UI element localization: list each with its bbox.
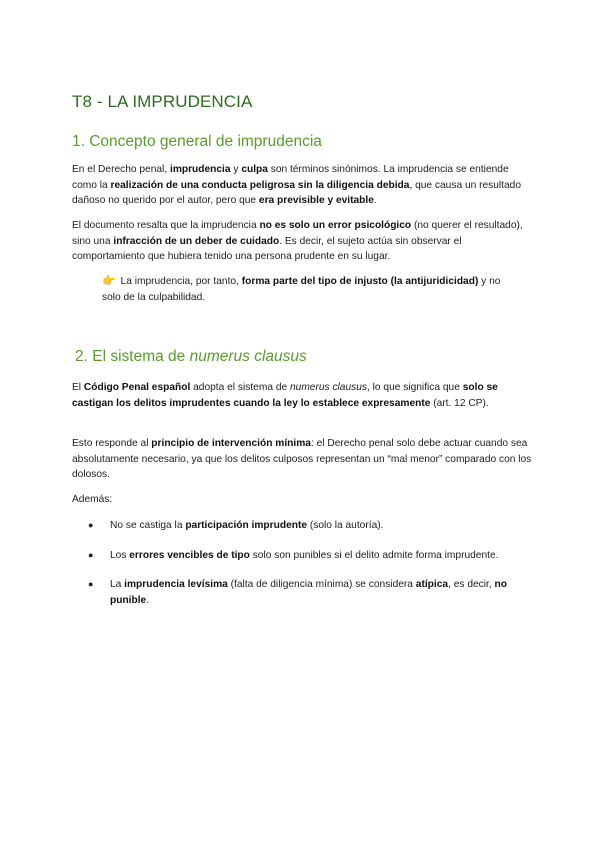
bullet-list <box>88 518 538 608</box>
paragraph-deber-cuidado: El documento resalta que la imprudencia no es solo un error psicológico (no querer el resultado), sino una infracción de un deber de cuidado. Es decir, el sujeto actúa sin observar el comportamiento que hubiera tenido una persona prudente en su lugar. <box>72 220 523 263</box>
list-item: ● La imprudencia levísima (falta de diligencia mínima) se considera atípica, es decir, no punible. <box>88 579 507 606</box>
note-antijuridicidad: 👉 La imprudencia, por tanto, forma parte del tipo de injusto (la antijuridicidad) y no solo de la culpabilidad. <box>102 275 501 303</box>
bullet-icon: ● <box>88 549 94 560</box>
label-ademas: Además: <box>72 494 113 505</box>
list-item: ● Los errores vencibles de tipo solo son punibles si el delito admite forma imprudente. <box>88 548 538 564</box>
pointing-hand-icon: 👉 <box>102 275 116 287</box>
bullet-icon: ● <box>88 579 94 590</box>
document-title: T8 - LA IMPRUDENCIA <box>72 92 253 111</box>
paragraph-codigo-penal: El Código Penal español adopta el sistema de numerus clausus, lo que significa que solo se castigan los delitos imprudentes cuando la ley lo establece expresamente (art. 12 CP). <box>72 382 498 409</box>
list-item: ● No se castiga la participación imprudente (solo la autoría). <box>88 518 538 534</box>
bullet-icon: ● <box>88 520 94 530</box>
section-heading-concepto: 1. Concepto general de imprudencia <box>72 133 322 150</box>
paragraph-concepto: En el Derecho penal, imprudencia y culpa son términos sinónimos. La imprudencia se entiende como la realización de una conducta peligrosa sin la diligencia debida, que causa un resultado dañoso no querido por el autor, pero que era previsible y evitable. <box>72 164 522 207</box>
paragraph-intervencion-minima: Esto responde al principio de intervención mínima: el Derecho penal solo debe actuar cuando sea absolutamente necesario, ya que los delitos culposos representan un “mal menor” comparado con los dolosos. <box>72 438 532 481</box>
section-heading-numerus-clausus: 2. El sistema de numerus clausus <box>75 348 307 365</box>
